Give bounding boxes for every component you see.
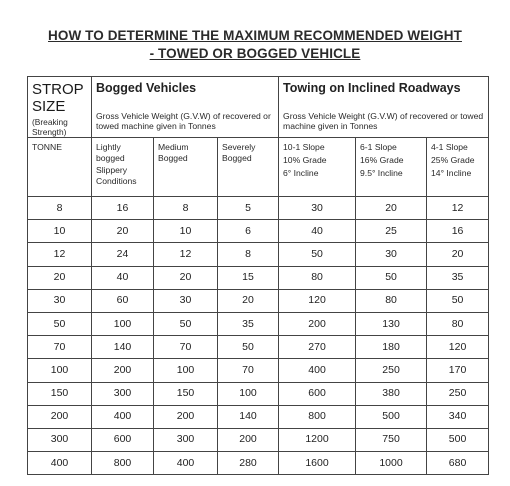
bogged-gvw-note: Gross Vehicle Weight (G.V.W) of recovered or towed machine given in Tonnes bbox=[96, 111, 271, 131]
table-row bbox=[28, 382, 489, 405]
strop-size-cell: 300 bbox=[28, 428, 92, 451]
weight-cell: 35 bbox=[218, 312, 279, 335]
weight-cell: 100 bbox=[218, 382, 279, 405]
column-header-line: Severely bbox=[222, 142, 256, 152]
weight-cell: 70 bbox=[154, 336, 218, 359]
weight-cell: 30 bbox=[356, 243, 427, 266]
weight-cell: 1200 bbox=[279, 428, 356, 451]
column-header-line: Bogged bbox=[158, 153, 188, 163]
weight-cell: 12 bbox=[154, 243, 218, 266]
strop-size-cell: 12 bbox=[28, 243, 92, 266]
towing-title: Towing on Inclined Roadways bbox=[283, 81, 461, 95]
table-row bbox=[28, 359, 489, 382]
weight-cell: 5 bbox=[218, 197, 279, 220]
column-header-line: Bogged bbox=[222, 153, 252, 163]
weight-cell: 100 bbox=[154, 359, 218, 382]
table-row bbox=[28, 428, 489, 451]
strop-size-cell: 400 bbox=[28, 452, 92, 475]
table-row bbox=[28, 452, 489, 475]
towing-header bbox=[279, 77, 489, 138]
weight-cell: 50 bbox=[218, 336, 279, 359]
strop-size-cell: 50 bbox=[28, 312, 92, 335]
weight-cell: 20 bbox=[218, 289, 279, 312]
weight-cell: 20 bbox=[92, 220, 154, 243]
column-header-line: 10-1 Slope bbox=[283, 142, 325, 152]
strop-size-cell: 100 bbox=[28, 359, 92, 382]
weight-cell: 380 bbox=[356, 382, 427, 405]
weight-cell: 120 bbox=[427, 336, 489, 359]
column-header bbox=[427, 138, 489, 197]
weight-cell: 300 bbox=[92, 382, 154, 405]
unit-label: TONNE bbox=[32, 142, 62, 152]
weight-cell: 16 bbox=[92, 197, 154, 220]
weight-cell: 140 bbox=[218, 405, 279, 428]
weight-cell: 600 bbox=[92, 428, 154, 451]
table-row bbox=[28, 220, 489, 243]
weight-cell: 200 bbox=[92, 359, 154, 382]
strop-size-cell: 200 bbox=[28, 405, 92, 428]
column-header-line: Lightly bbox=[96, 142, 121, 152]
strop-size-header bbox=[28, 77, 92, 138]
document-title-line-2: - TOWED OR BOGGED VEHICLE bbox=[149, 46, 361, 61]
column-header-line: 16% Grade bbox=[360, 155, 404, 165]
weight-cell: 6 bbox=[218, 220, 279, 243]
weight-cell: 150 bbox=[154, 382, 218, 405]
weight-cell: 300 bbox=[154, 428, 218, 451]
weight-cell: 16 bbox=[427, 220, 489, 243]
column-header-line: Medium bbox=[158, 142, 189, 152]
weight-cell: 80 bbox=[356, 289, 427, 312]
weight-cell: 180 bbox=[356, 336, 427, 359]
weight-cell: 270 bbox=[279, 336, 356, 359]
weight-cell: 500 bbox=[427, 428, 489, 451]
weight-cell: 600 bbox=[279, 382, 356, 405]
strop-size-cell: 10 bbox=[28, 220, 92, 243]
weight-cell: 250 bbox=[356, 359, 427, 382]
weight-cell: 200 bbox=[154, 405, 218, 428]
column-header-line: 6-1 Slope bbox=[360, 142, 397, 152]
column-header-line: 9.5° Incline bbox=[360, 168, 403, 178]
column-header-line: 14° Incline bbox=[431, 168, 472, 178]
breaking-strength-note: (Breaking Strength) bbox=[32, 117, 68, 137]
weight-cell: 100 bbox=[92, 312, 154, 335]
weight-cell: 1600 bbox=[279, 452, 356, 475]
weight-cell: 80 bbox=[279, 266, 356, 289]
weight-cell: 30 bbox=[154, 289, 218, 312]
weight-cell: 400 bbox=[92, 405, 154, 428]
column-header bbox=[218, 138, 279, 197]
table-row bbox=[28, 336, 489, 359]
weight-cell: 340 bbox=[427, 405, 489, 428]
document-title-line-1: HOW TO DETERMINE THE MAXIMUM RECOMMENDED WEIGHT bbox=[48, 28, 462, 43]
weight-cell: 1000 bbox=[356, 452, 427, 475]
weight-cell: 20 bbox=[427, 243, 489, 266]
strop-header-line-1: STROP bbox=[32, 81, 84, 98]
strop-size-cell: 8 bbox=[28, 197, 92, 220]
weight-cell: 8 bbox=[218, 243, 279, 266]
column-header-line: 4-1 Slope bbox=[431, 142, 468, 152]
table-row bbox=[28, 197, 489, 220]
weight-cell: 280 bbox=[218, 452, 279, 475]
weight-cell: 800 bbox=[92, 452, 154, 475]
weight-cell: 10 bbox=[154, 220, 218, 243]
column-header-line: 10% Grade bbox=[283, 155, 327, 165]
table-row bbox=[28, 266, 489, 289]
weight-cell: 50 bbox=[356, 266, 427, 289]
weight-cell: 400 bbox=[154, 452, 218, 475]
weight-cell: 680 bbox=[427, 452, 489, 475]
weight-cell: 170 bbox=[427, 359, 489, 382]
table-row bbox=[28, 312, 489, 335]
table-row bbox=[28, 405, 489, 428]
weight-cell: 20 bbox=[356, 197, 427, 220]
weight-cell: 50 bbox=[427, 289, 489, 312]
weight-cell: 750 bbox=[356, 428, 427, 451]
weight-cell: 8 bbox=[154, 197, 218, 220]
weight-cell: 30 bbox=[279, 197, 356, 220]
weight-cell: 120 bbox=[279, 289, 356, 312]
weight-cell: 40 bbox=[279, 220, 356, 243]
weight-cell: 800 bbox=[279, 405, 356, 428]
weight-cell: 24 bbox=[92, 243, 154, 266]
strop-weight-table bbox=[27, 76, 489, 475]
weight-cell: 60 bbox=[92, 289, 154, 312]
strop-size-cell: 30 bbox=[28, 289, 92, 312]
column-header bbox=[154, 138, 218, 197]
column-header bbox=[279, 138, 356, 197]
weight-cell: 50 bbox=[154, 312, 218, 335]
weight-cell: 70 bbox=[218, 359, 279, 382]
strop-header-line-2: SIZE bbox=[32, 98, 66, 115]
column-header-line: Slippery Conditions bbox=[96, 165, 137, 186]
weight-cell: 40 bbox=[92, 266, 154, 289]
column-header-line: bogged bbox=[96, 153, 125, 163]
weight-cell: 140 bbox=[92, 336, 154, 359]
weight-cell: 35 bbox=[427, 266, 489, 289]
weight-cell: 50 bbox=[279, 243, 356, 266]
weight-cell: 130 bbox=[356, 312, 427, 335]
strop-size-cell: 20 bbox=[28, 266, 92, 289]
column-header-line: 25% Grade bbox=[431, 155, 475, 165]
weight-cell: 15 bbox=[218, 266, 279, 289]
table-row bbox=[28, 243, 489, 266]
bogged-vehicles-header bbox=[92, 77, 279, 138]
weight-cell: 25 bbox=[356, 220, 427, 243]
weight-cell: 200 bbox=[218, 428, 279, 451]
weight-cell: 12 bbox=[427, 197, 489, 220]
bogged-vehicles-title: Bogged Vehicles bbox=[96, 81, 197, 95]
column-header bbox=[92, 138, 154, 197]
column-header bbox=[356, 138, 427, 197]
weight-cell: 80 bbox=[427, 312, 489, 335]
weight-cell: 20 bbox=[154, 266, 218, 289]
weight-cell: 400 bbox=[279, 359, 356, 382]
weight-cell: 250 bbox=[427, 382, 489, 405]
weight-cell: 500 bbox=[356, 405, 427, 428]
towing-gvw-note: Gross Vehicle Weight (G.V.W) of recovered or towed machine given in Tonnes bbox=[283, 111, 484, 131]
table-row bbox=[28, 289, 489, 312]
strop-size-cell: 150 bbox=[28, 382, 92, 405]
strop-size-cell: 70 bbox=[28, 336, 92, 359]
unit-header-cell bbox=[28, 138, 92, 197]
weight-cell: 200 bbox=[279, 312, 356, 335]
column-header-line: 6° Incline bbox=[283, 168, 319, 178]
